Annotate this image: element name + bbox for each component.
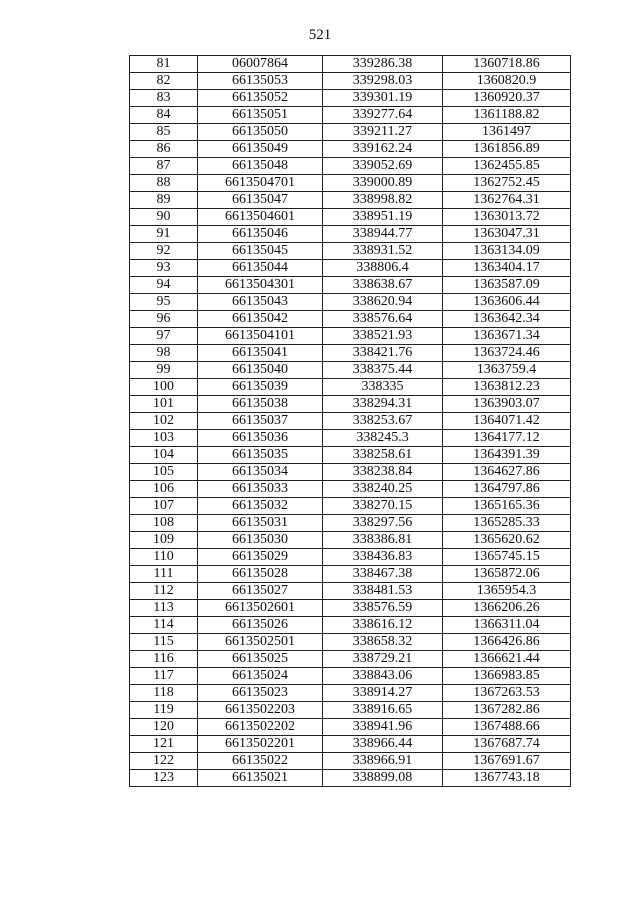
x-coordinate-cell: 338386.81 — [323, 532, 443, 549]
point-id-cell: 66135021 — [198, 770, 323, 787]
x-coordinate-cell: 338899.08 — [323, 770, 443, 787]
y-coordinate-cell: 1360920.37 — [443, 90, 571, 107]
y-coordinate-cell: 1364797.86 — [443, 481, 571, 498]
point-id-cell: 6613502203 — [198, 702, 323, 719]
x-coordinate-cell: 338966.44 — [323, 736, 443, 753]
row-index-cell: 93 — [130, 260, 198, 277]
x-coordinate-cell: 339162.24 — [323, 141, 443, 158]
row-index-cell: 103 — [130, 430, 198, 447]
table-row — [130, 260, 571, 277]
row-index-cell: 123 — [130, 770, 198, 787]
table-row — [130, 345, 571, 362]
point-id-cell: 66135022 — [198, 753, 323, 770]
table-row — [130, 430, 571, 447]
row-index-cell: 86 — [130, 141, 198, 158]
row-index-cell: 112 — [130, 583, 198, 600]
row-index-cell: 84 — [130, 107, 198, 124]
y-coordinate-cell: 1362752.45 — [443, 175, 571, 192]
x-coordinate-cell: 338576.59 — [323, 600, 443, 617]
row-index-cell: 118 — [130, 685, 198, 702]
y-coordinate-cell: 1367743.18 — [443, 770, 571, 787]
y-coordinate-cell: 1362455.85 — [443, 158, 571, 175]
point-id-cell: 66135037 — [198, 413, 323, 430]
point-id-cell: 66135040 — [198, 362, 323, 379]
row-index-cell: 99 — [130, 362, 198, 379]
point-id-cell: 66135029 — [198, 549, 323, 566]
row-index-cell: 92 — [130, 243, 198, 260]
y-coordinate-cell: 1364627.86 — [443, 464, 571, 481]
x-coordinate-cell: 338238.84 — [323, 464, 443, 481]
point-id-cell: 66135041 — [198, 345, 323, 362]
row-index-cell: 115 — [130, 634, 198, 651]
x-coordinate-cell: 338806.4 — [323, 260, 443, 277]
y-coordinate-cell: 1366206.26 — [443, 600, 571, 617]
x-coordinate-cell: 338576.64 — [323, 311, 443, 328]
table-row — [130, 447, 571, 464]
x-coordinate-cell: 338620.94 — [323, 294, 443, 311]
table-row — [130, 158, 571, 175]
row-index-cell: 122 — [130, 753, 198, 770]
row-index-cell: 90 — [130, 209, 198, 226]
point-id-cell: 66135043 — [198, 294, 323, 311]
y-coordinate-cell: 1365165.36 — [443, 498, 571, 515]
row-index-cell: 107 — [130, 498, 198, 515]
table-row — [130, 515, 571, 532]
point-id-cell: 66135050 — [198, 124, 323, 141]
x-coordinate-cell: 338335 — [323, 379, 443, 396]
y-coordinate-cell: 1363671.34 — [443, 328, 571, 345]
point-id-cell: 66135051 — [198, 107, 323, 124]
row-index-cell: 100 — [130, 379, 198, 396]
point-id-cell: 66135035 — [198, 447, 323, 464]
point-id-cell: 66135036 — [198, 430, 323, 447]
x-coordinate-cell: 338481.53 — [323, 583, 443, 600]
table-row — [130, 209, 571, 226]
table-row — [130, 107, 571, 124]
y-coordinate-cell: 1365954.3 — [443, 583, 571, 600]
table-row — [130, 464, 571, 481]
point-id-cell: 6613504101 — [198, 328, 323, 345]
point-id-cell: 66135027 — [198, 583, 323, 600]
table-row — [130, 600, 571, 617]
table-row — [130, 583, 571, 600]
point-id-cell: 06007864 — [198, 56, 323, 73]
point-id-cell: 66135039 — [198, 379, 323, 396]
point-id-cell: 66135048 — [198, 158, 323, 175]
point-id-cell: 66135024 — [198, 668, 323, 685]
table-row — [130, 617, 571, 634]
x-coordinate-cell: 338729.21 — [323, 651, 443, 668]
point-id-cell: 66135026 — [198, 617, 323, 634]
row-index-cell: 97 — [130, 328, 198, 345]
y-coordinate-cell: 1367488.66 — [443, 719, 571, 736]
y-coordinate-cell: 1363606.44 — [443, 294, 571, 311]
table-row — [130, 124, 571, 141]
y-coordinate-cell: 1365285.33 — [443, 515, 571, 532]
y-coordinate-cell: 1363047.31 — [443, 226, 571, 243]
point-id-cell: 66135031 — [198, 515, 323, 532]
y-coordinate-cell: 1366621.44 — [443, 651, 571, 668]
point-id-cell: 6613502202 — [198, 719, 323, 736]
row-index-cell: 87 — [130, 158, 198, 175]
y-coordinate-cell: 1365620.62 — [443, 532, 571, 549]
x-coordinate-cell: 338914.27 — [323, 685, 443, 702]
y-coordinate-cell: 1366311.04 — [443, 617, 571, 634]
table-row — [130, 311, 571, 328]
x-coordinate-cell: 338375.44 — [323, 362, 443, 379]
row-index-cell: 113 — [130, 600, 198, 617]
table-row — [130, 532, 571, 549]
x-coordinate-cell: 339286.38 — [323, 56, 443, 73]
y-coordinate-cell: 1363587.09 — [443, 277, 571, 294]
row-index-cell: 119 — [130, 702, 198, 719]
y-coordinate-cell: 1367282.86 — [443, 702, 571, 719]
page-number: 521 — [308, 27, 332, 43]
x-coordinate-cell: 338944.77 — [323, 226, 443, 243]
x-coordinate-cell: 338253.67 — [323, 413, 443, 430]
y-coordinate-cell: 1360718.86 — [443, 56, 571, 73]
y-coordinate-cell: 1367691.67 — [443, 753, 571, 770]
point-id-cell: 66135038 — [198, 396, 323, 413]
point-id-cell: 66135042 — [198, 311, 323, 328]
table-row — [130, 226, 571, 243]
row-index-cell: 108 — [130, 515, 198, 532]
point-id-cell: 6613502201 — [198, 736, 323, 753]
row-index-cell: 116 — [130, 651, 198, 668]
point-id-cell: 6613504701 — [198, 175, 323, 192]
x-coordinate-cell: 338297.56 — [323, 515, 443, 532]
row-index-cell: 95 — [130, 294, 198, 311]
x-coordinate-cell: 339000.89 — [323, 175, 443, 192]
x-coordinate-cell: 338421.76 — [323, 345, 443, 362]
table-row — [130, 362, 571, 379]
x-coordinate-cell: 338966.91 — [323, 753, 443, 770]
x-coordinate-cell: 339211.27 — [323, 124, 443, 141]
x-coordinate-cell: 338270.15 — [323, 498, 443, 515]
y-coordinate-cell: 1361188.82 — [443, 107, 571, 124]
point-id-cell: 66135053 — [198, 73, 323, 90]
y-coordinate-cell: 1363642.34 — [443, 311, 571, 328]
table-row — [130, 328, 571, 345]
point-id-cell: 66135044 — [198, 260, 323, 277]
x-coordinate-cell: 338998.82 — [323, 192, 443, 209]
table-row — [130, 668, 571, 685]
row-index-cell: 94 — [130, 277, 198, 294]
row-index-cell: 83 — [130, 90, 198, 107]
table-row — [130, 56, 571, 73]
row-index-cell: 88 — [130, 175, 198, 192]
y-coordinate-cell: 1361856.89 — [443, 141, 571, 158]
row-index-cell: 102 — [130, 413, 198, 430]
x-coordinate-cell: 339052.69 — [323, 158, 443, 175]
row-index-cell: 121 — [130, 736, 198, 753]
y-coordinate-cell: 1363013.72 — [443, 209, 571, 226]
x-coordinate-cell: 338941.96 — [323, 719, 443, 736]
y-coordinate-cell: 1362764.31 — [443, 192, 571, 209]
y-coordinate-cell: 1366983.85 — [443, 668, 571, 685]
x-coordinate-cell: 339301.19 — [323, 90, 443, 107]
y-coordinate-cell: 1367263.53 — [443, 685, 571, 702]
table-row — [130, 736, 571, 753]
table-row — [130, 396, 571, 413]
row-index-cell: 81 — [130, 56, 198, 73]
table-row — [130, 566, 571, 583]
y-coordinate-cell: 1364177.12 — [443, 430, 571, 447]
y-coordinate-cell: 1360820.9 — [443, 73, 571, 90]
table-row — [130, 481, 571, 498]
point-id-cell: 66135034 — [198, 464, 323, 481]
point-id-cell: 66135033 — [198, 481, 323, 498]
row-index-cell: 105 — [130, 464, 198, 481]
y-coordinate-cell: 1363724.46 — [443, 345, 571, 362]
table-row — [130, 770, 571, 787]
y-coordinate-cell: 1364071.42 — [443, 413, 571, 430]
x-coordinate-cell: 338843.06 — [323, 668, 443, 685]
row-index-cell: 82 — [130, 73, 198, 90]
x-coordinate-cell: 338436.83 — [323, 549, 443, 566]
row-index-cell: 89 — [130, 192, 198, 209]
row-index-cell: 110 — [130, 549, 198, 566]
x-coordinate-cell: 338467.38 — [323, 566, 443, 583]
table-row — [130, 243, 571, 260]
row-index-cell: 111 — [130, 566, 198, 583]
point-id-cell: 66135047 — [198, 192, 323, 209]
point-id-cell: 6613504601 — [198, 209, 323, 226]
y-coordinate-cell: 1361497 — [443, 124, 571, 141]
x-coordinate-cell: 339298.03 — [323, 73, 443, 90]
point-id-cell: 66135046 — [198, 226, 323, 243]
y-coordinate-cell: 1363404.17 — [443, 260, 571, 277]
row-index-cell: 98 — [130, 345, 198, 362]
table-row — [130, 651, 571, 668]
point-id-cell: 6613502601 — [198, 600, 323, 617]
table-row — [130, 90, 571, 107]
x-coordinate-cell: 338616.12 — [323, 617, 443, 634]
y-coordinate-cell: 1364391.39 — [443, 447, 571, 464]
y-coordinate-cell: 1367687.74 — [443, 736, 571, 753]
row-index-cell: 109 — [130, 532, 198, 549]
y-coordinate-cell: 1363812.23 — [443, 379, 571, 396]
point-id-cell: 66135049 — [198, 141, 323, 158]
x-coordinate-cell: 338245.3 — [323, 430, 443, 447]
y-coordinate-cell: 1363134.09 — [443, 243, 571, 260]
point-id-cell: 66135052 — [198, 90, 323, 107]
point-id-cell: 66135023 — [198, 685, 323, 702]
table-row — [130, 413, 571, 430]
x-coordinate-cell: 338951.19 — [323, 209, 443, 226]
row-index-cell: 117 — [130, 668, 198, 685]
x-coordinate-cell: 338521.93 — [323, 328, 443, 345]
table-row — [130, 141, 571, 158]
row-index-cell: 120 — [130, 719, 198, 736]
point-id-cell: 6613504301 — [198, 277, 323, 294]
point-id-cell: 66135028 — [198, 566, 323, 583]
point-id-cell: 66135045 — [198, 243, 323, 260]
x-coordinate-cell: 338916.65 — [323, 702, 443, 719]
table-row — [130, 175, 571, 192]
point-id-cell: 66135032 — [198, 498, 323, 515]
coordinates-table-body — [130, 56, 571, 787]
table-row — [130, 294, 571, 311]
table-row — [130, 549, 571, 566]
table-row — [130, 379, 571, 396]
row-index-cell: 101 — [130, 396, 198, 413]
point-id-cell: 66135025 — [198, 651, 323, 668]
x-coordinate-cell: 338638.67 — [323, 277, 443, 294]
x-coordinate-cell: 338931.52 — [323, 243, 443, 260]
point-id-cell: 6613502501 — [198, 634, 323, 651]
row-index-cell: 106 — [130, 481, 198, 498]
row-index-cell: 91 — [130, 226, 198, 243]
table-row — [130, 719, 571, 736]
x-coordinate-cell: 338258.61 — [323, 447, 443, 464]
row-index-cell: 96 — [130, 311, 198, 328]
y-coordinate-cell: 1363759.4 — [443, 362, 571, 379]
row-index-cell: 85 — [130, 124, 198, 141]
y-coordinate-cell: 1365745.15 — [443, 549, 571, 566]
coordinates-table — [129, 55, 571, 787]
x-coordinate-cell: 338294.31 — [323, 396, 443, 413]
x-coordinate-cell: 338658.32 — [323, 634, 443, 651]
y-coordinate-cell: 1366426.86 — [443, 634, 571, 651]
y-coordinate-cell: 1365872.06 — [443, 566, 571, 583]
table-row — [130, 753, 571, 770]
row-index-cell: 104 — [130, 447, 198, 464]
table-row — [130, 498, 571, 515]
table-row — [130, 73, 571, 90]
x-coordinate-cell: 339277.64 — [323, 107, 443, 124]
table-row — [130, 634, 571, 651]
x-coordinate-cell: 338240.25 — [323, 481, 443, 498]
y-coordinate-cell: 1363903.07 — [443, 396, 571, 413]
table-row — [130, 277, 571, 294]
table-row — [130, 702, 571, 719]
row-index-cell: 114 — [130, 617, 198, 634]
table-row — [130, 192, 571, 209]
point-id-cell: 66135030 — [198, 532, 323, 549]
table-row — [130, 685, 571, 702]
